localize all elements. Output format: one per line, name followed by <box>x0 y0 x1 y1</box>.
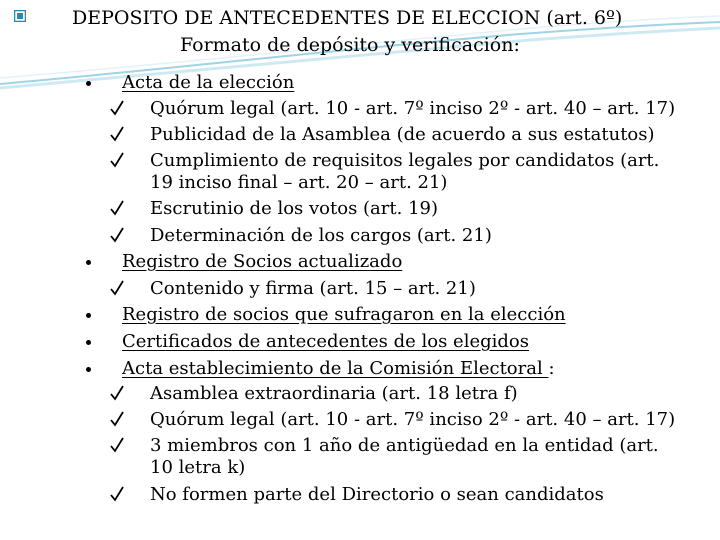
section-heading-suffix: : <box>548 358 555 379</box>
bullet-dot-icon <box>86 367 91 372</box>
check-mark-icon <box>110 385 124 401</box>
check-mark-icon <box>110 100 124 116</box>
checklist-item: Quórum legal (art. 10 - art. 7º inciso 2º - art. 40 – art. 17) <box>150 409 676 430</box>
check-mark-icon <box>110 152 124 168</box>
checklist-item: No formen parte del Directorio o sean candidatos <box>150 484 604 505</box>
check-mark-icon <box>110 200 124 216</box>
bullet-dot-icon <box>86 340 91 345</box>
check-mark-icon <box>110 486 124 502</box>
section-heading: Registro de socios que sufragaron en la elección <box>122 304 566 325</box>
check-mark-icon <box>110 126 124 142</box>
checklist-item: 3 miembros con 1 año de antigüedad en la entidad (art. <box>150 435 659 456</box>
checklist-item-continuation: 10 letra k) <box>150 457 246 478</box>
checklist-item: Publicidad de la Asamblea (de acuerdo a sus estatutos) <box>150 124 655 145</box>
section-heading: Registro de Socios actualizado <box>122 251 403 272</box>
square-bullet-icon <box>14 10 26 22</box>
checklist-item: Contenido y firma (art. 15 – art. 21) <box>150 278 476 299</box>
check-mark-icon <box>110 437 124 453</box>
checklist-item: Quórum legal (art. 10 - art. 7º inciso 2º - art. 40 – art. 17) <box>150 98 676 119</box>
section-heading: Acta de la elección <box>122 72 295 93</box>
checklist-item: Escrutinio de los votos (art. 19) <box>150 198 438 219</box>
checklist-item: Cumplimiento de requisitos legales por candidatos (art. <box>150 150 660 171</box>
checklist-item: Determinación de los cargos (art. 21) <box>150 225 492 246</box>
check-mark-icon <box>110 411 124 427</box>
check-mark-icon <box>110 280 124 296</box>
check-mark-icon <box>110 227 124 243</box>
bullet-dot-icon <box>86 313 91 318</box>
checklist-item: Asamblea extraordinaria (art. 18 letra f) <box>150 383 518 404</box>
bullet-dot-icon <box>86 260 91 265</box>
section-heading-wrap <box>122 358 555 380</box>
page-subtitle: Formato de depósito y verificación: <box>180 34 520 56</box>
section-heading: Acta establecimiento de la Comisión Electoral <box>122 358 549 379</box>
section-heading: Certificados de antecedentes de los elegidos <box>122 331 529 352</box>
page-title: DEPOSITO DE ANTECEDENTES DE ELECCION (art. 6º) <box>72 7 623 29</box>
bullet-dot-icon <box>86 81 91 86</box>
checklist-item-continuation: 19 inciso final – art. 20 – art. 21) <box>150 172 448 193</box>
